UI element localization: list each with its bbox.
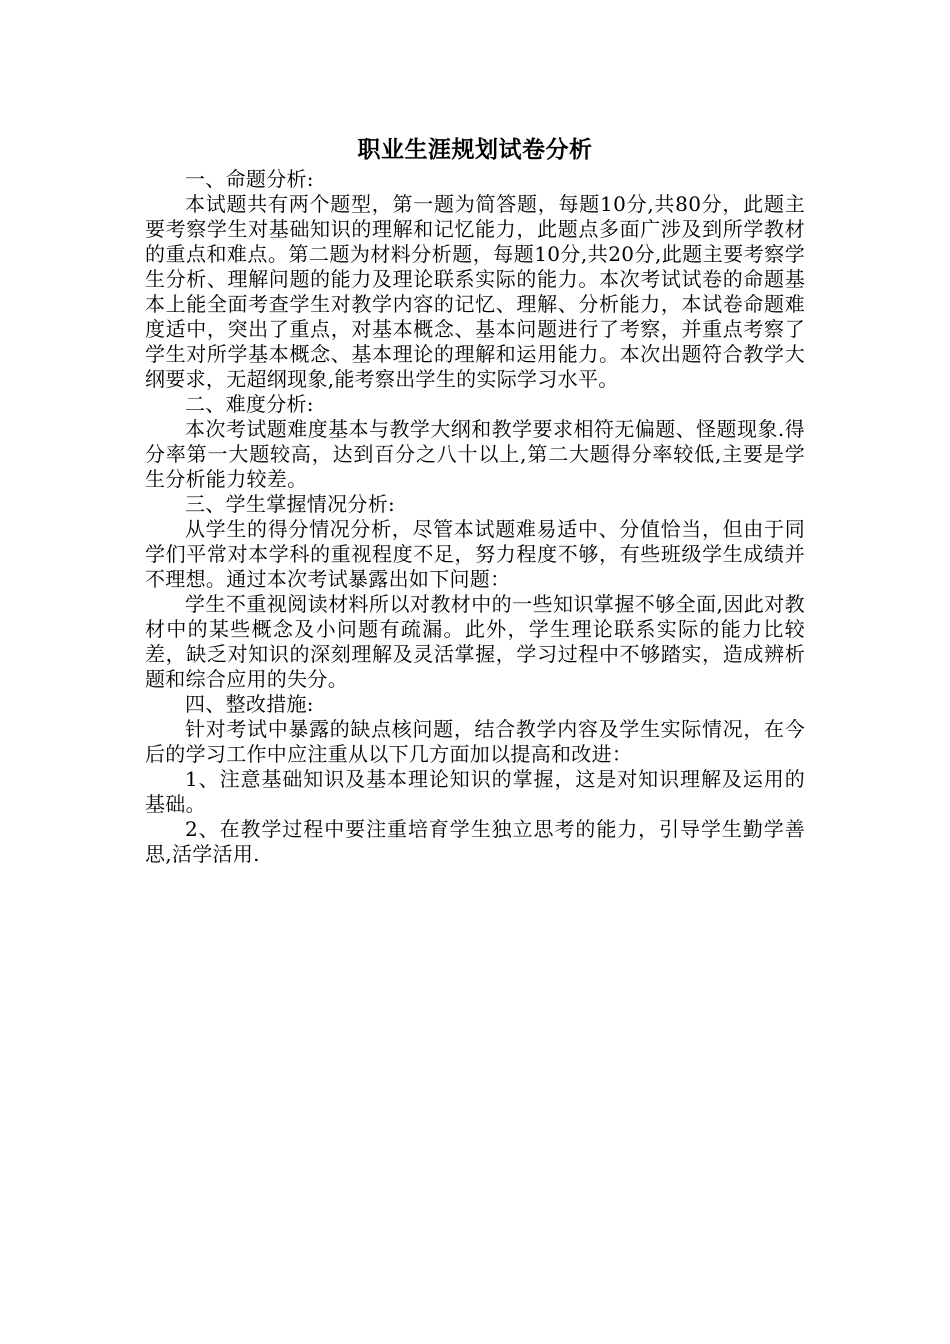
section-paragraph: 本试题共有两个题型，第一题为简答题，每题10分,共80分，此题主要考察学生对基础知识的理解和记忆能力，此题点多面广涉及到所学教材的重点和难点。第二题为材料分析题，每题10分,共20分,此题主要考察学生分析、理解问题的能力及理论联系实际的能力。本次考试试卷的命题基本上能全面考查学生对教学内容的记忆、理解、分析能力，本试卷命题难度适中，突出了重点，对基本概念、基本问题进行了考察，并重点考察了学生对所学基本概念、基本理论的理解和运用能力。本次出题符合教学大纲要求，无超纲现象,能考察出学生的实际学习水平。 <box>145 192 805 391</box>
section-paragraph: 从学生的得分情况分析，尽管本试题难易适中、分值恰当，但由于同学们平常对本学科的重视程度不足，努力程度不够，有些班级学生成绩并不理想。通过本次考试暴露出如下问题： <box>145 517 805 591</box>
section-paragraph: 本次考试题难度基本与教学大纲和教学要求相符无偏题、怪题现象.得分率第一大题较高，达到百分之八十以上,第二大题得分率较低,主要是学生分析能力较差。 <box>145 417 805 491</box>
section-paragraph: 针对考试中暴露的缺点核问题，结合教学内容及学生实际情况，在今后的学习工作中应注重从以下几方面加以提高和改进： <box>145 717 805 766</box>
document-body <box>145 133 805 867</box>
section-heading-mastery: 三、学生掌握情况分析: <box>185 492 396 516</box>
section-heading-measures: 四、整改措施: <box>185 692 314 716</box>
section-heading-difficulty: 二、难度分析: <box>185 392 314 416</box>
section-paragraph: 学生不重视阅读材料所以对教材中的一些知识掌握不够全面,因此对教材中的某些概念及小问题有疏漏。此外，学生理论联系实际的能力比较差，缺乏对知识的深刻理解及灵活掌握，学习过程中不够踏实，造成辨析题和综合应用的失分。 <box>145 592 805 691</box>
list-item: 1、注意基础知识及基本理论知识的掌握，这是对知识理解及运用的基础。 <box>145 767 805 816</box>
section-heading-proposition: 一、命题分析: <box>185 167 314 191</box>
document-title: 职业生涯规划试卷分析 <box>357 136 593 163</box>
list-item: 2、在教学过程中要注重培育学生独立思考的能力，引导学生勤学善思,活学活用. <box>145 817 805 866</box>
